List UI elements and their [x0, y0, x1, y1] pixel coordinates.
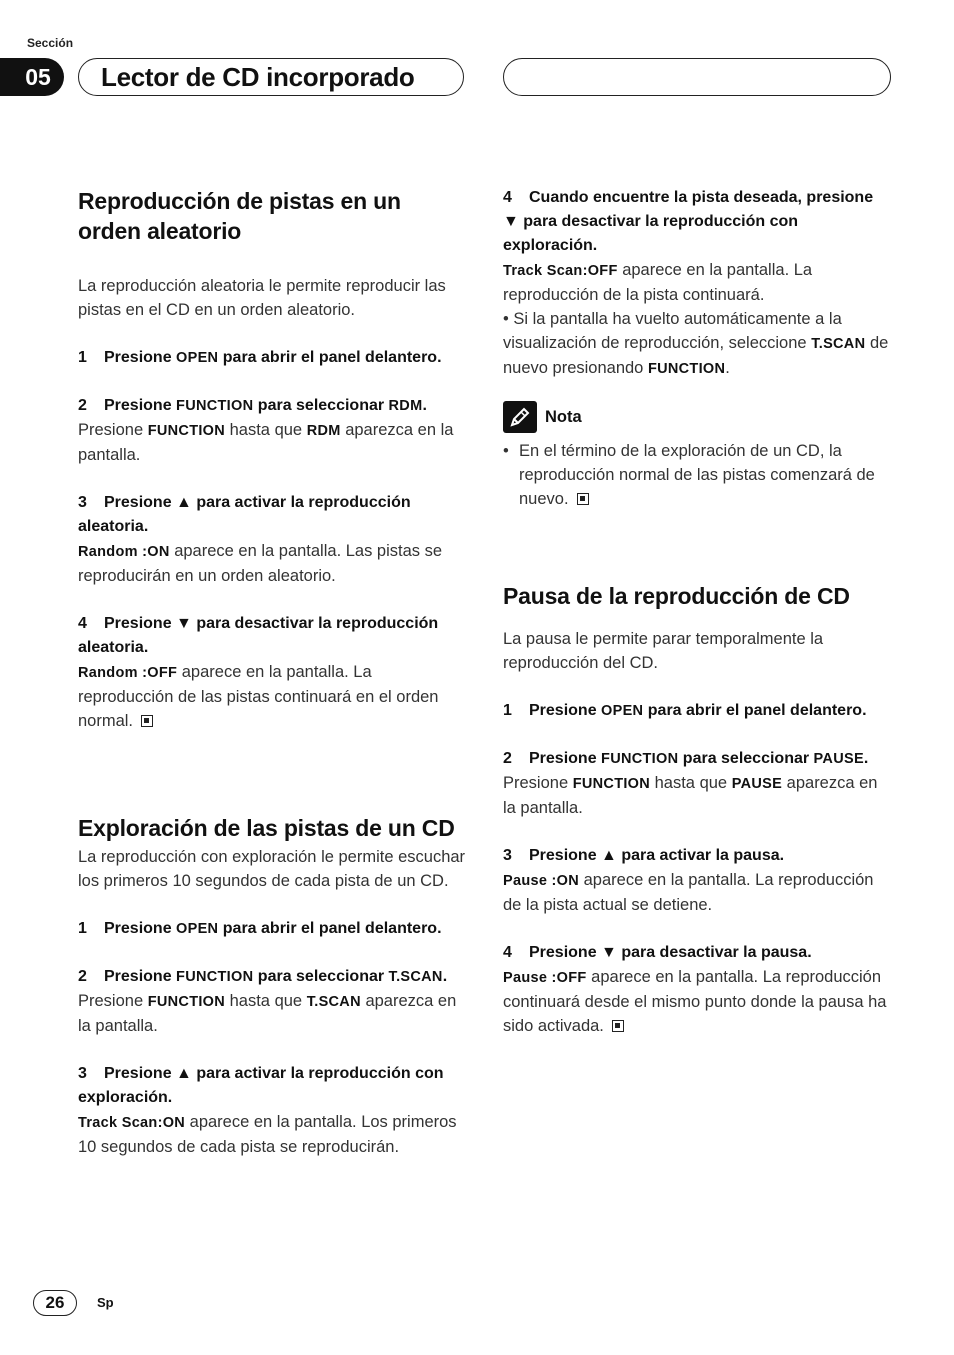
- scan-step-4-body: Track Scan:OFF aparece en la pantalla. La reproducción de la pista continuará.: [503, 261, 813, 304]
- left-column: [78, 186, 466, 1159]
- pause-step-2: 2 Presione FUNCTION para seleccionar PAUSE.: [503, 750, 869, 767]
- scan-step-4-bullet: • Si la pantalla ha vuelto automáticamente a la visualización de reproducción, seleccione T.SCAN de nuevo presionando FUNCTION.: [503, 310, 889, 377]
- scan-step-2-body: Presione FUNCTION hasta que T.SCAN aparezca en la pantalla.: [78, 992, 457, 1035]
- pause-intro: La pausa le permite parar temporalmente la reproducción del CD.: [503, 630, 824, 672]
- random-step-4: 4 Presione ▼ para desactivar la reproducción aleatoria.: [78, 615, 439, 656]
- section-label: Sección: [27, 36, 74, 50]
- scan-heading: Exploración de las pistas de un CD: [78, 815, 455, 841]
- end-mark-icon: [141, 715, 153, 727]
- pause-step-4-body: Pause :OFF aparece en la pantalla. La reproducción continuará desde el mismo punto donde la pausa ha sido activada.: [503, 968, 887, 1035]
- random-step-1: 1 Presione OPEN para abrir el panel delantero.: [78, 349, 442, 366]
- pencil-note-icon: [503, 401, 537, 433]
- random-step-3-body: Random :ON aparece en la pantalla. Las pistas se reproducirán en un orden aleatorio.: [78, 542, 443, 585]
- pause-step-2-body: Presione FUNCTION hasta que PAUSE aparezca en la pantalla.: [503, 774, 878, 817]
- random-heading: Reproducción de pistas en un orden aleatorio: [78, 188, 401, 244]
- header-empty-box: [503, 58, 891, 96]
- pause-step-3: 3 Presione ▲ para activar la pausa.: [503, 847, 785, 864]
- scan-step-2: 2 Presione FUNCTION para seleccionar T.SCAN.: [78, 968, 448, 985]
- random-step-2-body: Presione FUNCTION hasta que RDM aparezca en la pantalla.: [78, 421, 454, 464]
- pause-step-4: 4 Presione ▼ para desactivar la pausa.: [503, 944, 812, 961]
- section-title: Lector de CD incorporado: [101, 61, 415, 92]
- section-number-badge: [0, 58, 64, 96]
- random-step-4-body: Random :OFF aparece en la pantalla. La reproducción de las pistas continuará en el orden normal.: [78, 663, 439, 730]
- right-column: [503, 186, 891, 1038]
- scan-step-1: 1 Presione OPEN para abrir el panel delantero.: [78, 920, 442, 937]
- scan-step-4: 4 Cuando encuentre la pista deseada, presione ▼ para desactivar la reproducción con exploración.: [503, 189, 874, 254]
- note-bullet: • En el término de la exploración de un CD, la reproducción normal de las pistas comenzará de nuevo.: [503, 442, 875, 508]
- note-label: Nota: [545, 407, 582, 426]
- end-mark-icon: [612, 1020, 624, 1032]
- page-number: 26: [33, 1290, 77, 1316]
- note-header: [503, 401, 891, 433]
- random-step-2: 2 Presione FUNCTION para seleccionar RDM.: [78, 397, 427, 414]
- scan-step-3-body: Track Scan:ON aparece en la pantalla. Los primeros 10 segundos de cada pista se reproducirán.: [78, 1113, 457, 1156]
- pause-step-1: 1 Presione OPEN para abrir el panel delantero.: [503, 702, 867, 719]
- language-code: Sp: [97, 1295, 114, 1310]
- scan-intro: La reproducción con exploración le permite escuchar los primeros 10 segundos de cada pista de un CD.: [78, 848, 466, 890]
- scan-step-3: 3 Presione ▲ para activar la reproducción con exploración.: [78, 1065, 444, 1106]
- random-intro: La reproducción aleatoria le permite reproducir las pistas en el CD en un orden aleatorio.: [78, 277, 446, 319]
- end-mark-icon: [577, 493, 589, 505]
- section-title-box: [78, 58, 464, 96]
- pause-heading: Pausa de la reproducción de CD: [503, 583, 850, 609]
- random-step-3: 3 Presione ▲ para activar la reproducción aleatoria.: [78, 494, 411, 535]
- section-number: 05: [25, 63, 51, 90]
- pause-step-3-body: Pause :ON aparece en la pantalla. La reproducción de la pista actual se detiene.: [503, 871, 874, 914]
